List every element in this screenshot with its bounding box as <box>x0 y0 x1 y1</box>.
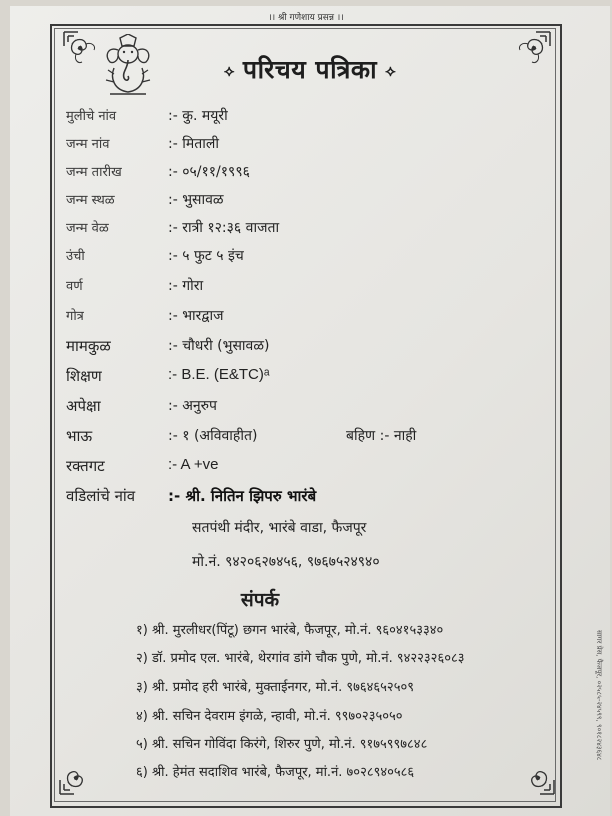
field-value: :- B.E. (E&TC)ᵃ <box>168 366 270 383</box>
field-label: रक्तगट <box>66 457 105 475</box>
field-label: अपेक्षा <box>66 397 101 415</box>
contact-item: ३) श्री. प्रमोद हरी भारंबे, मुक्ताईनगर, मो.नं. ९७६४६५२५०९ <box>136 680 414 695</box>
corner-ornament-icon <box>58 758 96 796</box>
field-row-height <box>0 246 612 270</box>
field-label: मामकुळ <box>66 337 111 355</box>
field-value: :- अनुरुप <box>168 398 218 414</box>
ganesha-icon <box>100 34 156 98</box>
field-value: :- ५ फुट ५ इंच <box>168 248 244 264</box>
field-sister: बहिण :- नाही <box>346 428 417 444</box>
field-row-birth-name <box>0 134 612 158</box>
field-value: :- गोरा <box>168 278 204 294</box>
field-label: वडिलांचे नांव <box>66 487 136 505</box>
field-row-birth-time <box>0 218 612 242</box>
page-title-text: परिचय पत्रिका <box>242 55 378 84</box>
field-row-expectation <box>0 396 612 420</box>
diamond-ornament-icon: ⟡ <box>223 61 235 80</box>
printer-imprint: सागर प्रेस, फैजपूर, ०२५८५-२४५९९, ९०१८२४३६४८ <box>595 630 603 761</box>
field-value: :- १ (अविवाहीत) <box>168 428 258 444</box>
corner-ornament-icon <box>518 758 556 796</box>
field-label: शिक्षण <box>66 367 102 385</box>
corner-ornament-icon <box>62 30 100 68</box>
contact-item: ६) श्री. हेमंत सदाशिव भारंबे, फैजपूर, मां.नं. ७०२८९४०५८६ <box>136 765 415 780</box>
contact-item: ४) श्री. सचिन देवराम इंगळे, न्हावी, मो.नं. ९९७०२३५०५० <box>136 709 403 724</box>
field-row-birth-date <box>0 162 612 186</box>
field-row-maternal-family <box>0 336 612 360</box>
field-value: :- मिताली <box>168 136 219 152</box>
field-value: :- भुसावळ <box>168 192 224 208</box>
field-row-blood-group <box>0 456 612 480</box>
field-value: :- भारद्वाज <box>168 308 224 324</box>
field-label: भाऊ <box>66 427 93 445</box>
contact-heading: संपर्क <box>240 589 280 611</box>
invocation-text: ।। श्री गणेशाय प्रसन्न ।। <box>268 13 344 23</box>
diamond-ornament-icon: ⟡ <box>385 61 397 80</box>
contact-item: ५) श्री. सचिन गोविंदा किरंगे, शिरुर पुणे, मो.नं. ९१७५९९७८४८ <box>136 737 428 752</box>
father-address: सतपंथी मंदीर, भारंबे वाडा, फैजपूर <box>192 520 367 536</box>
field-row-complexion <box>0 276 612 300</box>
field-label: मुलीचे नांव <box>66 109 117 124</box>
field-row-name <box>0 106 612 130</box>
field-label: गोत्र <box>66 309 84 324</box>
field-row-gotra <box>0 306 612 330</box>
field-label: वर्ण <box>66 279 83 294</box>
father-phone: मो.नं. ९४२०६२७४५६, ९७६७५२४९४० <box>192 554 380 570</box>
field-label: जन्म नांव <box>66 137 110 152</box>
field-row-education <box>0 366 612 390</box>
field-value: :- श्री. नितिन झिपरु भारंबे <box>168 487 317 505</box>
field-value: :- रात्री १२:३६ वाजता <box>168 220 280 236</box>
field-label: जन्म स्थळ <box>66 193 115 208</box>
contact-item: १) श्री. मुरलीधर(पिंटू) छगन भारंबे, फैजपूर, मो.नं. ९६०४१५३३४० <box>136 623 444 638</box>
corner-ornament-icon <box>514 30 552 68</box>
page-title <box>180 52 440 86</box>
field-row-father-name <box>0 486 612 510</box>
field-value: :- कु. मयूरी <box>168 108 228 124</box>
field-value: :- चौधरी (भुसावळ) <box>168 338 270 354</box>
field-row-brother <box>0 426 612 450</box>
contact-item: २) डॉ. प्रमोद एल. भारंबे, थेरगांव डांगे चौक पुणे, मो.नं. ९४२२३२६०८३ <box>136 651 465 666</box>
field-label: जन्म तारीख <box>66 165 122 180</box>
field-label: उंची <box>66 249 85 264</box>
field-value: :- A +ve <box>168 456 219 473</box>
field-row-birth-place <box>0 190 612 214</box>
field-value: :- ०५/११/१९९६ <box>168 164 250 180</box>
field-label: जन्म वेळ <box>66 221 109 236</box>
